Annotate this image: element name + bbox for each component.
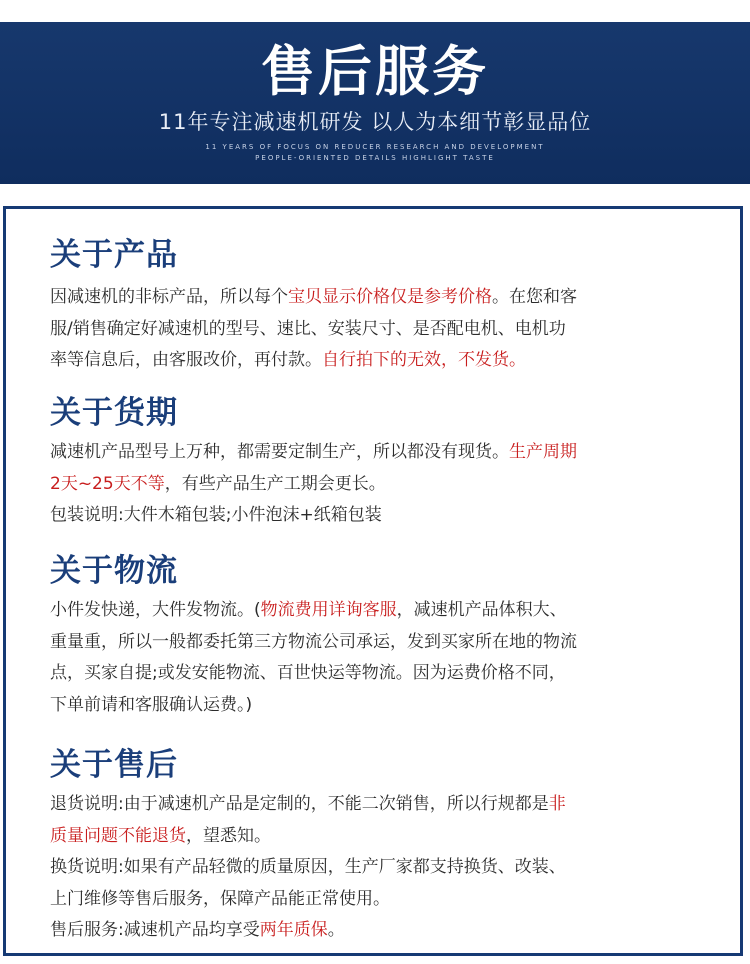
highlight-text: 宝贝显示价格仅是参考价格 [288, 287, 492, 307]
highlight-text: 2天~25天不等 [50, 473, 165, 494]
paragraph-line: 服/销售确定好减速机的型号、速比、安装尺寸、是否配电机、电机功 [50, 318, 566, 339]
highlight-text: 物流费用详询客服 [260, 600, 397, 620]
section-logistics [50, 551, 710, 721]
paragraph-line: 下单前请和客服确认运费。) [50, 694, 253, 715]
paragraph-line: 重量重，所以一般都委托第三方物流公司承运，发到买家所在地的物流 [50, 631, 577, 652]
section-delivery [50, 393, 710, 532]
header-banner [0, 22, 750, 184]
highlight-text: 质量问题不能退货 [50, 825, 186, 846]
paragraph-line: 点，买家自提;或发安能物流、百世快运等物流。因为运费价格不同， [50, 663, 566, 683]
banner-subtitle: 11年专注减速机研发 以人为本细节彰显品位 [158, 110, 592, 134]
text: 退货说明:由于减速机产品是定制的，不能二次销售，所以行规都是 [50, 794, 549, 814]
section-title: 关于产品 [50, 237, 178, 273]
paragraph-line: 换货说明:如果有产品轻微的质量原因，生产厂家都支持换货、改装、 [50, 857, 566, 877]
banner-title: 售后服务 [261, 40, 489, 103]
section-product [50, 235, 710, 377]
highlight-text: 非 [548, 794, 566, 814]
text: 售后服务:减速机产品均享受 [50, 920, 260, 940]
highlight-text: 自行拍下的无效，不发货。 [322, 350, 526, 370]
text: ，望悉知。 [186, 825, 271, 846]
text: 小件发快递，大件发物流。( [50, 600, 261, 620]
paragraph-line [50, 437, 710, 469]
paragraph-line [50, 469, 710, 501]
text: ，有些产品生产工期会更长。 [164, 473, 386, 494]
content-card [3, 206, 743, 956]
paragraph-line [50, 282, 710, 314]
text: 因减速机的非标产品，所以每个 [50, 287, 288, 307]
text: 率等信息后，由客服改价，再付款。 [50, 350, 322, 370]
section-title: 关于售后 [50, 747, 178, 783]
text: ，减速机产品体积大、 [396, 600, 567, 620]
banner-english-line-2: PEOPLE-ORIENTED DETAILS HIGHLIGHT TASTE [255, 154, 495, 162]
highlight-text: 生产周期 [509, 442, 577, 462]
banner-english-line-1: 11 YEARS OF FOCUS ON REDUCER RESEARCH AND DEVELOPMENT [205, 143, 545, 151]
paragraph-line [50, 915, 710, 947]
section-title: 关于货期 [50, 395, 178, 431]
paragraph-line [50, 345, 710, 377]
paragraph-line [50, 789, 710, 821]
paragraph-line [50, 821, 710, 853]
text: 。在您和客 [492, 287, 577, 307]
highlight-text: 两年质保 [259, 920, 328, 940]
section-title: 关于物流 [50, 553, 178, 589]
text: 减速机产品型号上万种，都需要定制生产，所以都没有现货。 [50, 442, 509, 462]
paragraph-line: 上门维修等售后服务，保障产品能正常使用。 [50, 888, 390, 909]
section-aftersale [50, 745, 710, 947]
paragraph-line: 包装说明:大件木箱包装;小件泡沫+纸箱包装 [50, 505, 382, 525]
paragraph-line [50, 595, 710, 627]
text: 。 [327, 920, 345, 940]
